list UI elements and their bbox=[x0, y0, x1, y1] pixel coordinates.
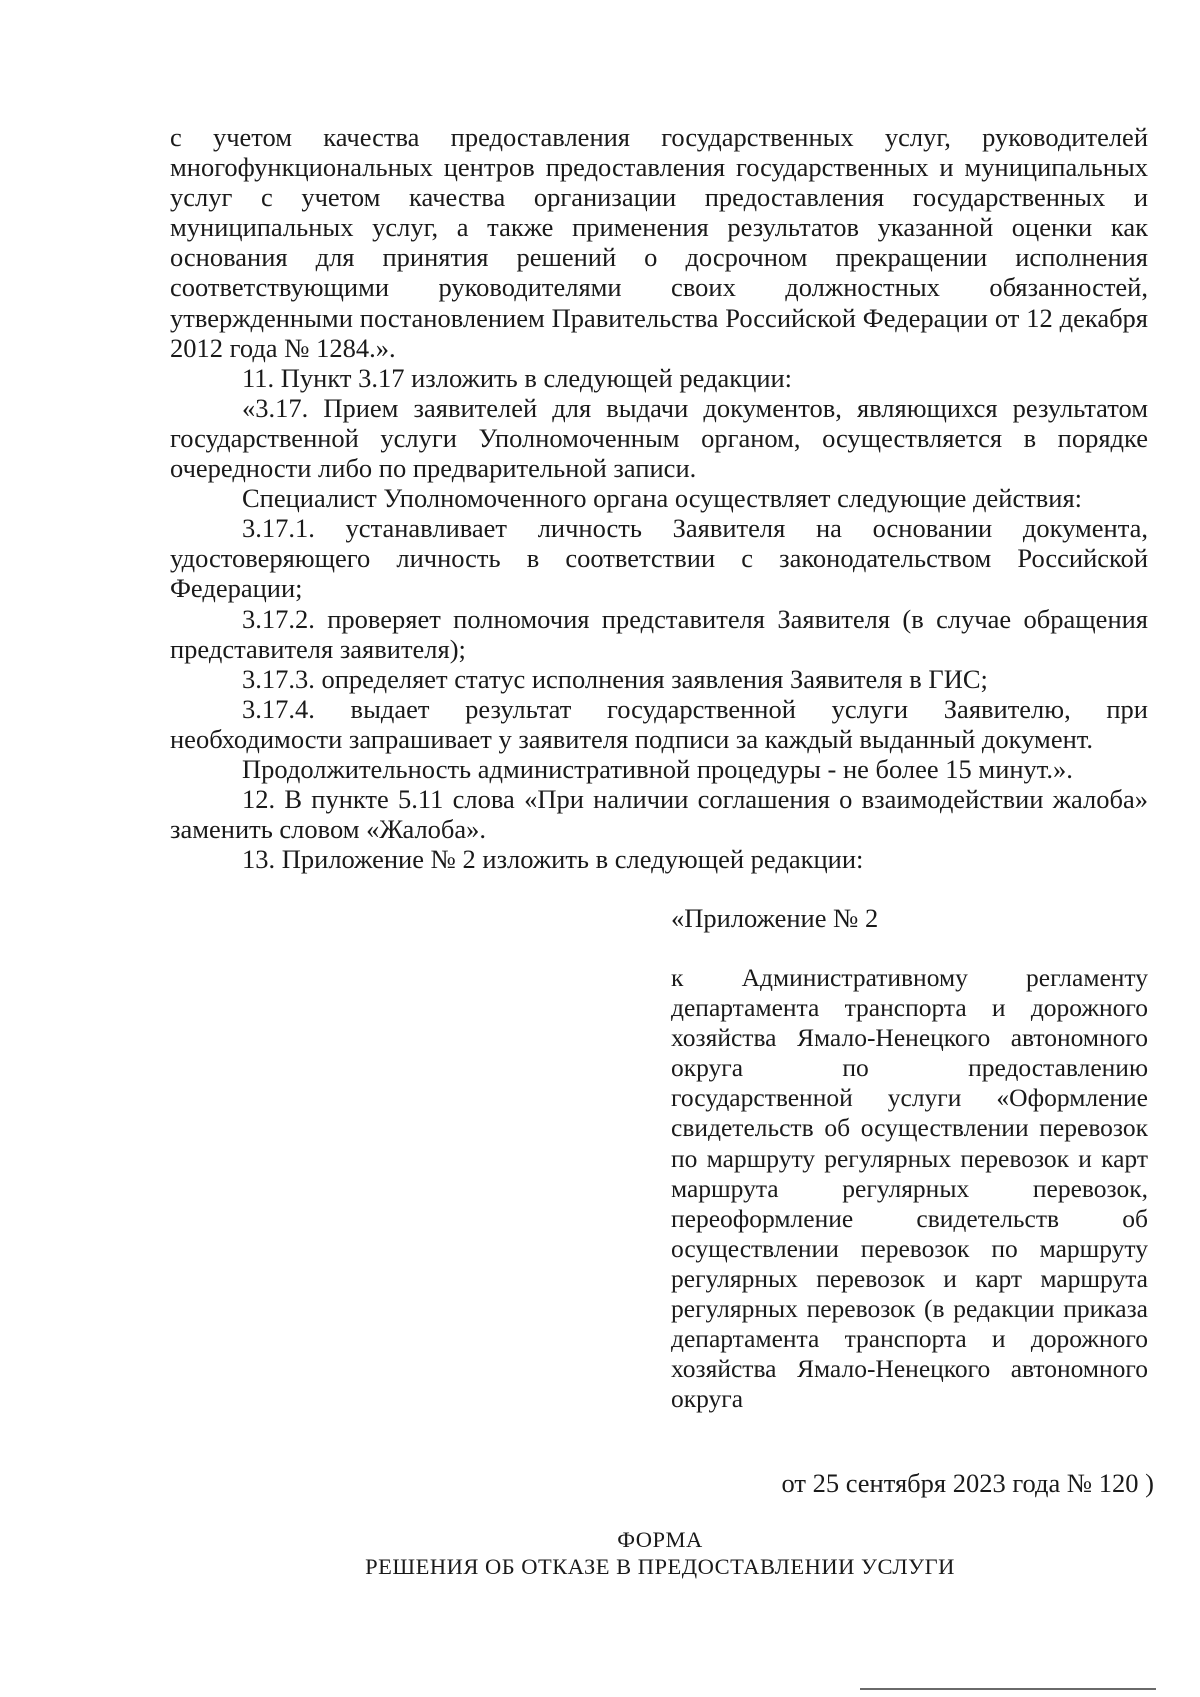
form-title bbox=[0, 1526, 1200, 1580]
paragraph-continuation: с учетом качества предоставления государственных услуг, руководителей многофункциональных центров предоставления государственных и муниципальных услуг с учетом качества организации предоставления государственных и муниципальных услуг, а также применения результатов указанной оценки как основания для принятия решений о досрочном прекращении исполнения соответствующими руководителями своих должностных обязанностей, утвержденными постановлением Правительства Российской Федерации от 12 декабря 2012 года № 1284.». bbox=[170, 122, 1148, 363]
paragraph-item-11: 11. Пункт 3.17 изложить в следующей редакции: bbox=[242, 362, 793, 393]
paragraph-specialist-actions: Специалист Уполномоченного органа осуществляет следующие действия: bbox=[242, 483, 1083, 514]
paragraph-3-17-2: 3.17.2. проверяет полномочия представителя Заявителя (в случае обращения представителя заявителя); bbox=[170, 603, 1148, 664]
appendix-title: «Приложение № 2 bbox=[671, 903, 879, 933]
paragraph-3-17-1: 3.17.1. устанавливает личность Заявителя на основании документа, удостоверяющего личность в соответствии с законодательством Российской Федерации; bbox=[170, 513, 1148, 604]
paragraph-item-12: 12. В пункте 5.11 слова «При наличии соглашения о взаимодействии жалоба» заменить словом «Жалоба». bbox=[170, 784, 1148, 845]
paragraph-duration: Продолжительность административной процедуры - не более 15 минут.». bbox=[242, 753, 1073, 784]
paragraph-item-13: 13. Приложение № 2 изложить в следующей редакции: bbox=[242, 844, 864, 875]
main-text-block bbox=[170, 122, 1148, 874]
paragraph-3-17-4: 3.17.4. выдает результат государственной услуги Заявителю, при необходимости запрашивает у заявителя подписи за каждый выданный документ. bbox=[170, 693, 1148, 754]
form-title-line-2: РЕШЕНИЯ ОБ ОТКАЗЕ В ПРЕДОСТАВЛЕНИИ УСЛУГИ bbox=[365, 1554, 955, 1579]
bottom-divider bbox=[860, 1688, 1156, 1690]
appendix-date: от 25 сентября 2023 года № 120 ) bbox=[781, 1468, 1154, 1498]
paragraph-3-17: «3.17. Прием заявителей для выдачи документов, являющихся результатом государственной услуги Уполномоченным органом, осуществляется в порядке очередности либо по предварительной записи. bbox=[170, 392, 1148, 484]
paragraph-3-17-3: 3.17.3. определяет статус исполнения заявления Заявителя в ГИС; bbox=[242, 663, 988, 694]
appendix-reference: к Административному регламенту департамента транспорта и дорожного хозяйства Ямало-Ненецкого автономного округа по предоставлению государственной услуги «Оформление свидетельств об осуществлении перевозок по маршруту регулярных перевозок и карт маршрута регулярных перевозок, переоформление свидетельств об осуществлении перевозок по маршруту регулярных перевозок и карт маршрута регулярных перевозок (в редакции приказа департамента транспорта и дорожного хозяйства Ямало-Ненецкого автономного округа bbox=[671, 963, 1148, 1414]
form-title-line-1: ФОРМА bbox=[617, 1527, 703, 1552]
